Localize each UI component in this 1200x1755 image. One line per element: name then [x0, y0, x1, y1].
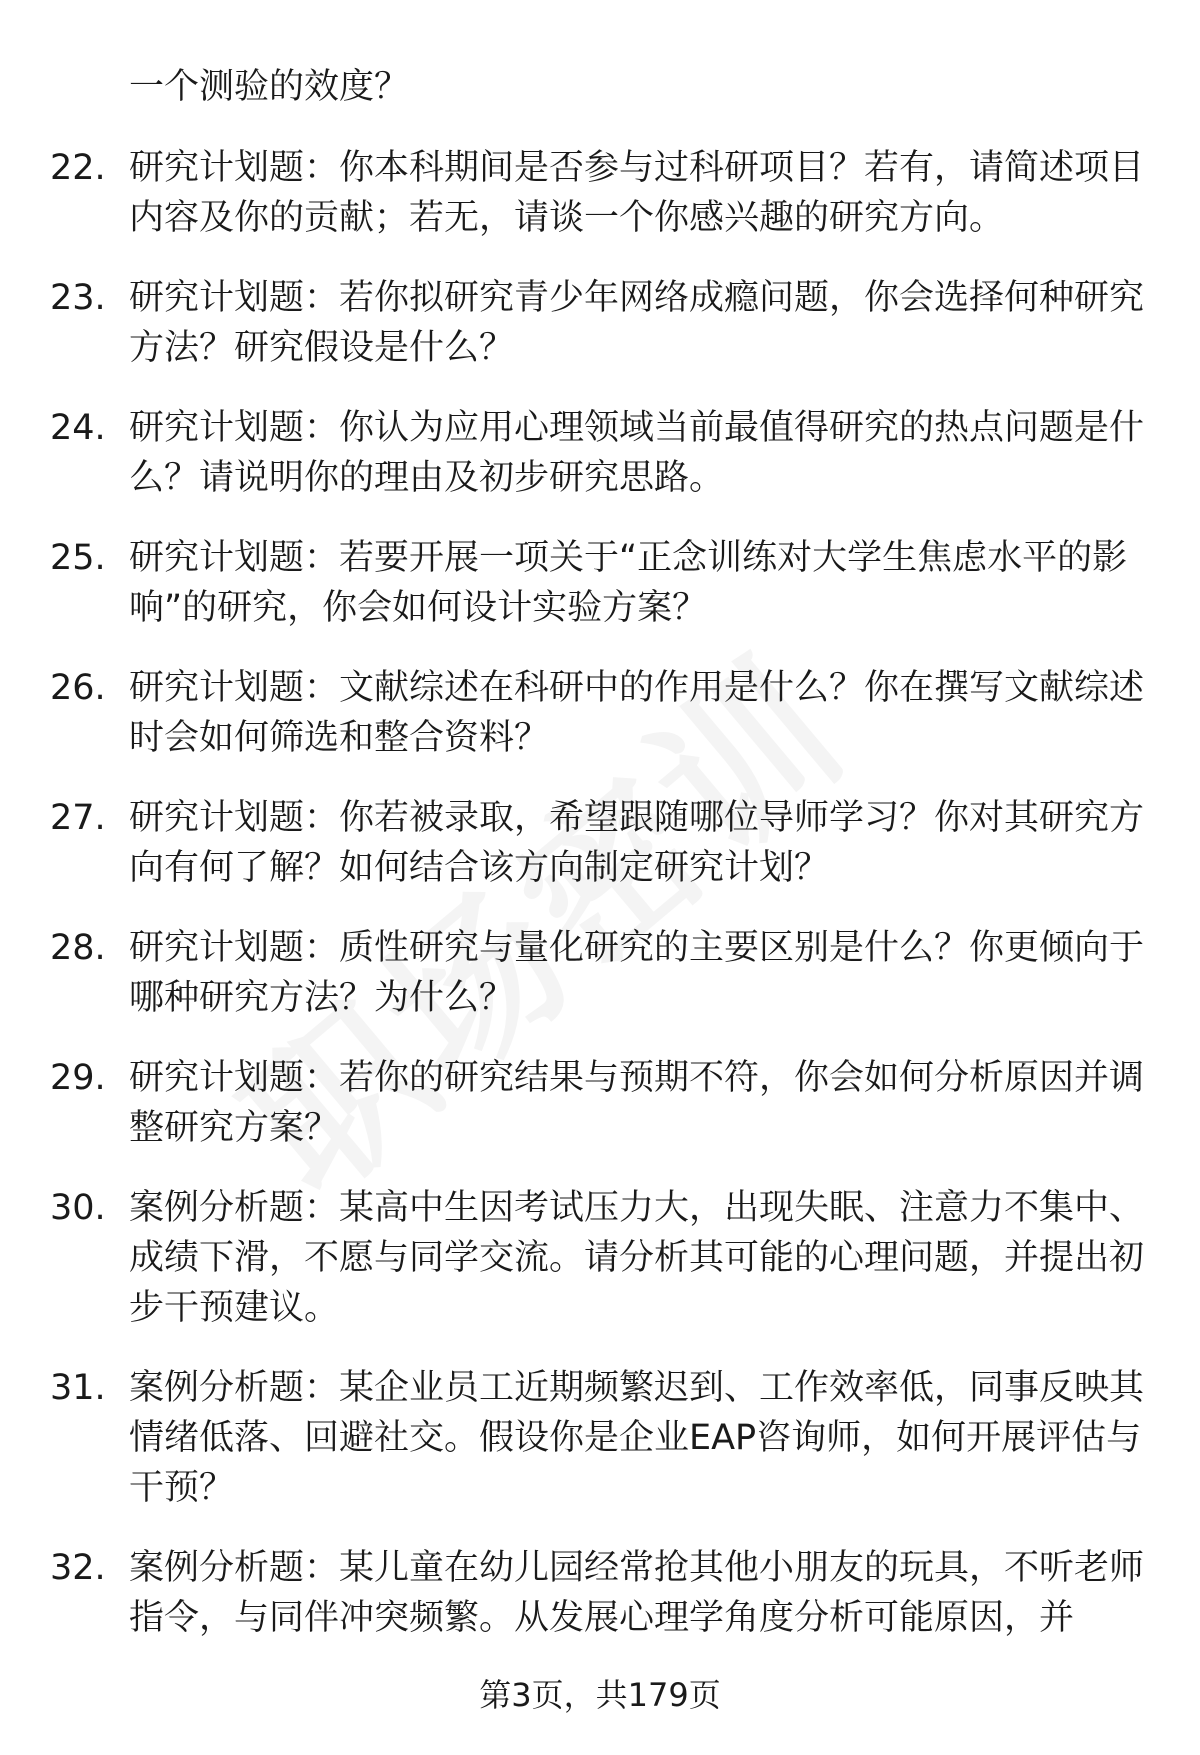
- question-text: 研究计划题：若你拟研究青少年网络成瘾问题，你会选择何种研究方法？研究假设是什么？: [129, 278, 1145, 368]
- question-text: 研究计划题：你认为应用心理领域当前最值得研究的热点问题是什么？请说明你的理由及初步研究思路。: [129, 408, 1145, 498]
- question-text: 研究计划题：你本科期间是否参与过科研项目？若有，请简述项目内容及你的贡献；若无，请谈一个你感兴趣的研究方向。: [129, 148, 1145, 238]
- question-list: [0, 143, 1200, 1673]
- question-item: [0, 923, 1200, 1023]
- question-number: 24.: [50, 408, 106, 448]
- question-text: 研究计划题：你若被录取，希望跟随哪位导师学习？你对其研究方向有何了解？如何结合该方向制定研究计划？: [129, 798, 1145, 888]
- question-text: 案例分析题：某儿童在幼儿园经常抢其他小朋友的玩具，不听老师指令，与同伴冲突频繁。从发展心理学角度分析可能原因，并: [129, 1548, 1145, 1638]
- question-number: 31.: [50, 1368, 106, 1408]
- question-number: 27.: [50, 798, 106, 838]
- question-number: 26.: [50, 668, 106, 708]
- question-item: [0, 1183, 1200, 1333]
- question-item: [0, 663, 1200, 763]
- question-item: [0, 143, 1200, 243]
- question-number: 25.: [50, 538, 106, 578]
- question-item: [0, 403, 1200, 503]
- question-number: 22.: [50, 148, 106, 188]
- question-text: 研究计划题：质性研究与量化研究的主要区别是什么？你更倾向于哪种研究方法？为什么？: [129, 928, 1145, 1018]
- question-text: 研究计划题：文献综述在科研中的作用是什么？你在撰写文献综述时会如何筛选和整合资料？: [129, 668, 1145, 758]
- question-item: [0, 1363, 1200, 1513]
- question-number: 30.: [50, 1188, 106, 1228]
- question-number: 28.: [50, 928, 106, 968]
- question-number: 32.: [50, 1548, 106, 1588]
- question-item: [0, 1543, 1200, 1643]
- continued-text: 一个测验的效度？: [129, 67, 410, 107]
- question-text: 案例分析题：某高中生因考试压力大，出现失眠、注意力不集中、成绩下滑，不愿与同学交流。请分析其可能的心理问题，并提出初步干预建议。: [129, 1188, 1145, 1328]
- question-item: [0, 273, 1200, 373]
- question-text: 研究计划题：若你的研究结果与预期不符，你会如何分析原因并调整研究方案？: [129, 1058, 1145, 1148]
- question-item: [0, 793, 1200, 893]
- question-item: [0, 533, 1200, 633]
- question-text: 案例分析题：某企业员工近期频繁迟到、工作效率低，同事反映其情绪低落、回避社交。假设你是企业EAP咨询师，如何开展评估与干预？: [129, 1368, 1145, 1508]
- question-item: [0, 1053, 1200, 1153]
- question-text: 研究计划题：若要开展一项关于“正念训练对大学生焦虑水平的影响”的研究，你会如何设计实验方案？: [129, 538, 1128, 628]
- page-footer: 第3页，共179页: [479, 1676, 721, 1714]
- question-number: 29.: [50, 1058, 106, 1098]
- question-number: 23.: [50, 278, 106, 318]
